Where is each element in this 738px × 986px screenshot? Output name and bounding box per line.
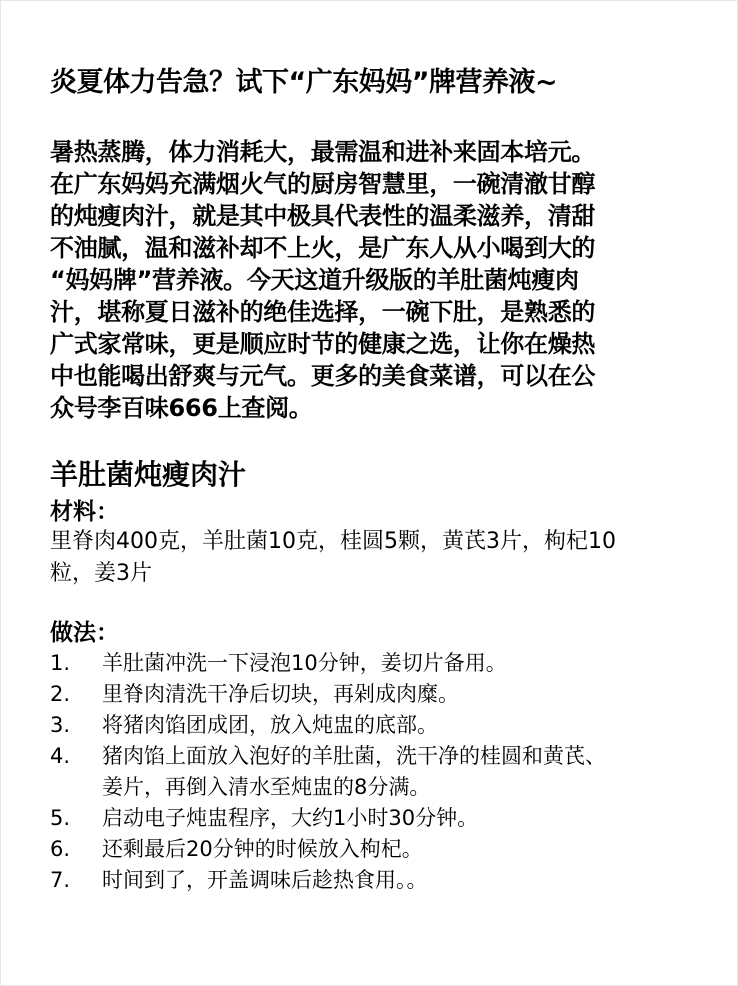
method-steps-list <box>50 648 710 896</box>
step-text <box>102 648 710 679</box>
step-line: 启动电子炖盅程序，大约1小时30分钟。 <box>102 806 479 830</box>
materials-line: 粒，姜3片 <box>50 561 152 586</box>
step-number: 4. <box>50 744 71 768</box>
step-number: 3. <box>50 713 71 737</box>
intro-paragraph <box>50 136 690 424</box>
intro-line: 广式家常味，更是顺应时节的健康之选，让你在燥热 <box>50 330 596 358</box>
step-number: 1. <box>50 651 71 675</box>
method-step <box>50 803 710 834</box>
method-step <box>50 741 710 803</box>
intro-line: 不油腻，温和滋补却不上火，是广东人从小喝到大的 <box>50 234 596 262</box>
step-number: 6. <box>50 837 71 861</box>
intro-line: “妈妈牌”营养液。今天这道升级版的羊肚菌炖瘦肉 <box>50 266 579 294</box>
step-line: 里脊肉清洗干净后切块，再剁成肉糜。 <box>102 682 459 706</box>
step-number: 5. <box>50 806 71 830</box>
step-text <box>102 834 710 865</box>
method-step <box>50 710 710 741</box>
step-line: 将猪肉馅团成团，放入炖盅的底部。 <box>102 713 438 737</box>
recipe-title: 羊肚菌炖瘦肉汁 <box>50 458 247 491</box>
step-line: 羊肚菌冲洗一下浸泡10分钟，姜切片备用。 <box>102 651 507 675</box>
step-number: 7. <box>50 868 71 892</box>
step-text <box>102 710 710 741</box>
intro-line: 的炖瘦肉汁，就是其中极具代表性的温柔滋养，清甜 <box>50 202 596 230</box>
method-step <box>50 679 710 710</box>
step-text <box>102 803 710 834</box>
method-step <box>50 865 710 896</box>
step-text <box>102 865 710 896</box>
intro-line: 在广东妈妈充满烟火气的厨房智慧里，一碗清澈甘醇 <box>50 170 596 198</box>
intro-line: 众号李百味666上查阅。 <box>50 394 313 422</box>
article-title: 炎夏体力告急？试下“广东妈妈”牌营养液~ <box>50 67 558 98</box>
step-line: 还剩最后20分钟的时候放入枸杞。 <box>102 837 423 861</box>
method-step <box>50 648 710 679</box>
step-number: 2. <box>50 682 71 706</box>
materials-line: 里脊肉400克，羊肚菌10克，桂圆5颗，黄芪3片，枸杞10 <box>50 529 616 554</box>
step-text <box>102 741 710 803</box>
materials-label: 材料： <box>50 499 119 525</box>
intro-line: 暑热蒸腾，体力消耗大，最需温和进补来固本培元。 <box>50 138 596 166</box>
step-line: 姜片，再倒入清水至炖盅的8分满。 <box>102 775 431 799</box>
method-step <box>50 834 710 865</box>
intro-line: 中也能喝出舒爽与元气。更多的美食菜谱，可以在公 <box>50 362 596 390</box>
materials-text <box>50 526 700 590</box>
step-line: 时间到了，开盖调味后趁热食用。。 <box>102 868 428 892</box>
step-text <box>102 679 710 710</box>
method-label: 做法： <box>50 620 119 646</box>
intro-line: 汁，堪称夏日滋补的绝佳选择，一碗下肚，是熟悉的 <box>50 298 596 326</box>
step-line: 猪肉馅上面放入泡好的羊肚菌，洗干净的桂圆和黄芪、 <box>102 744 606 768</box>
